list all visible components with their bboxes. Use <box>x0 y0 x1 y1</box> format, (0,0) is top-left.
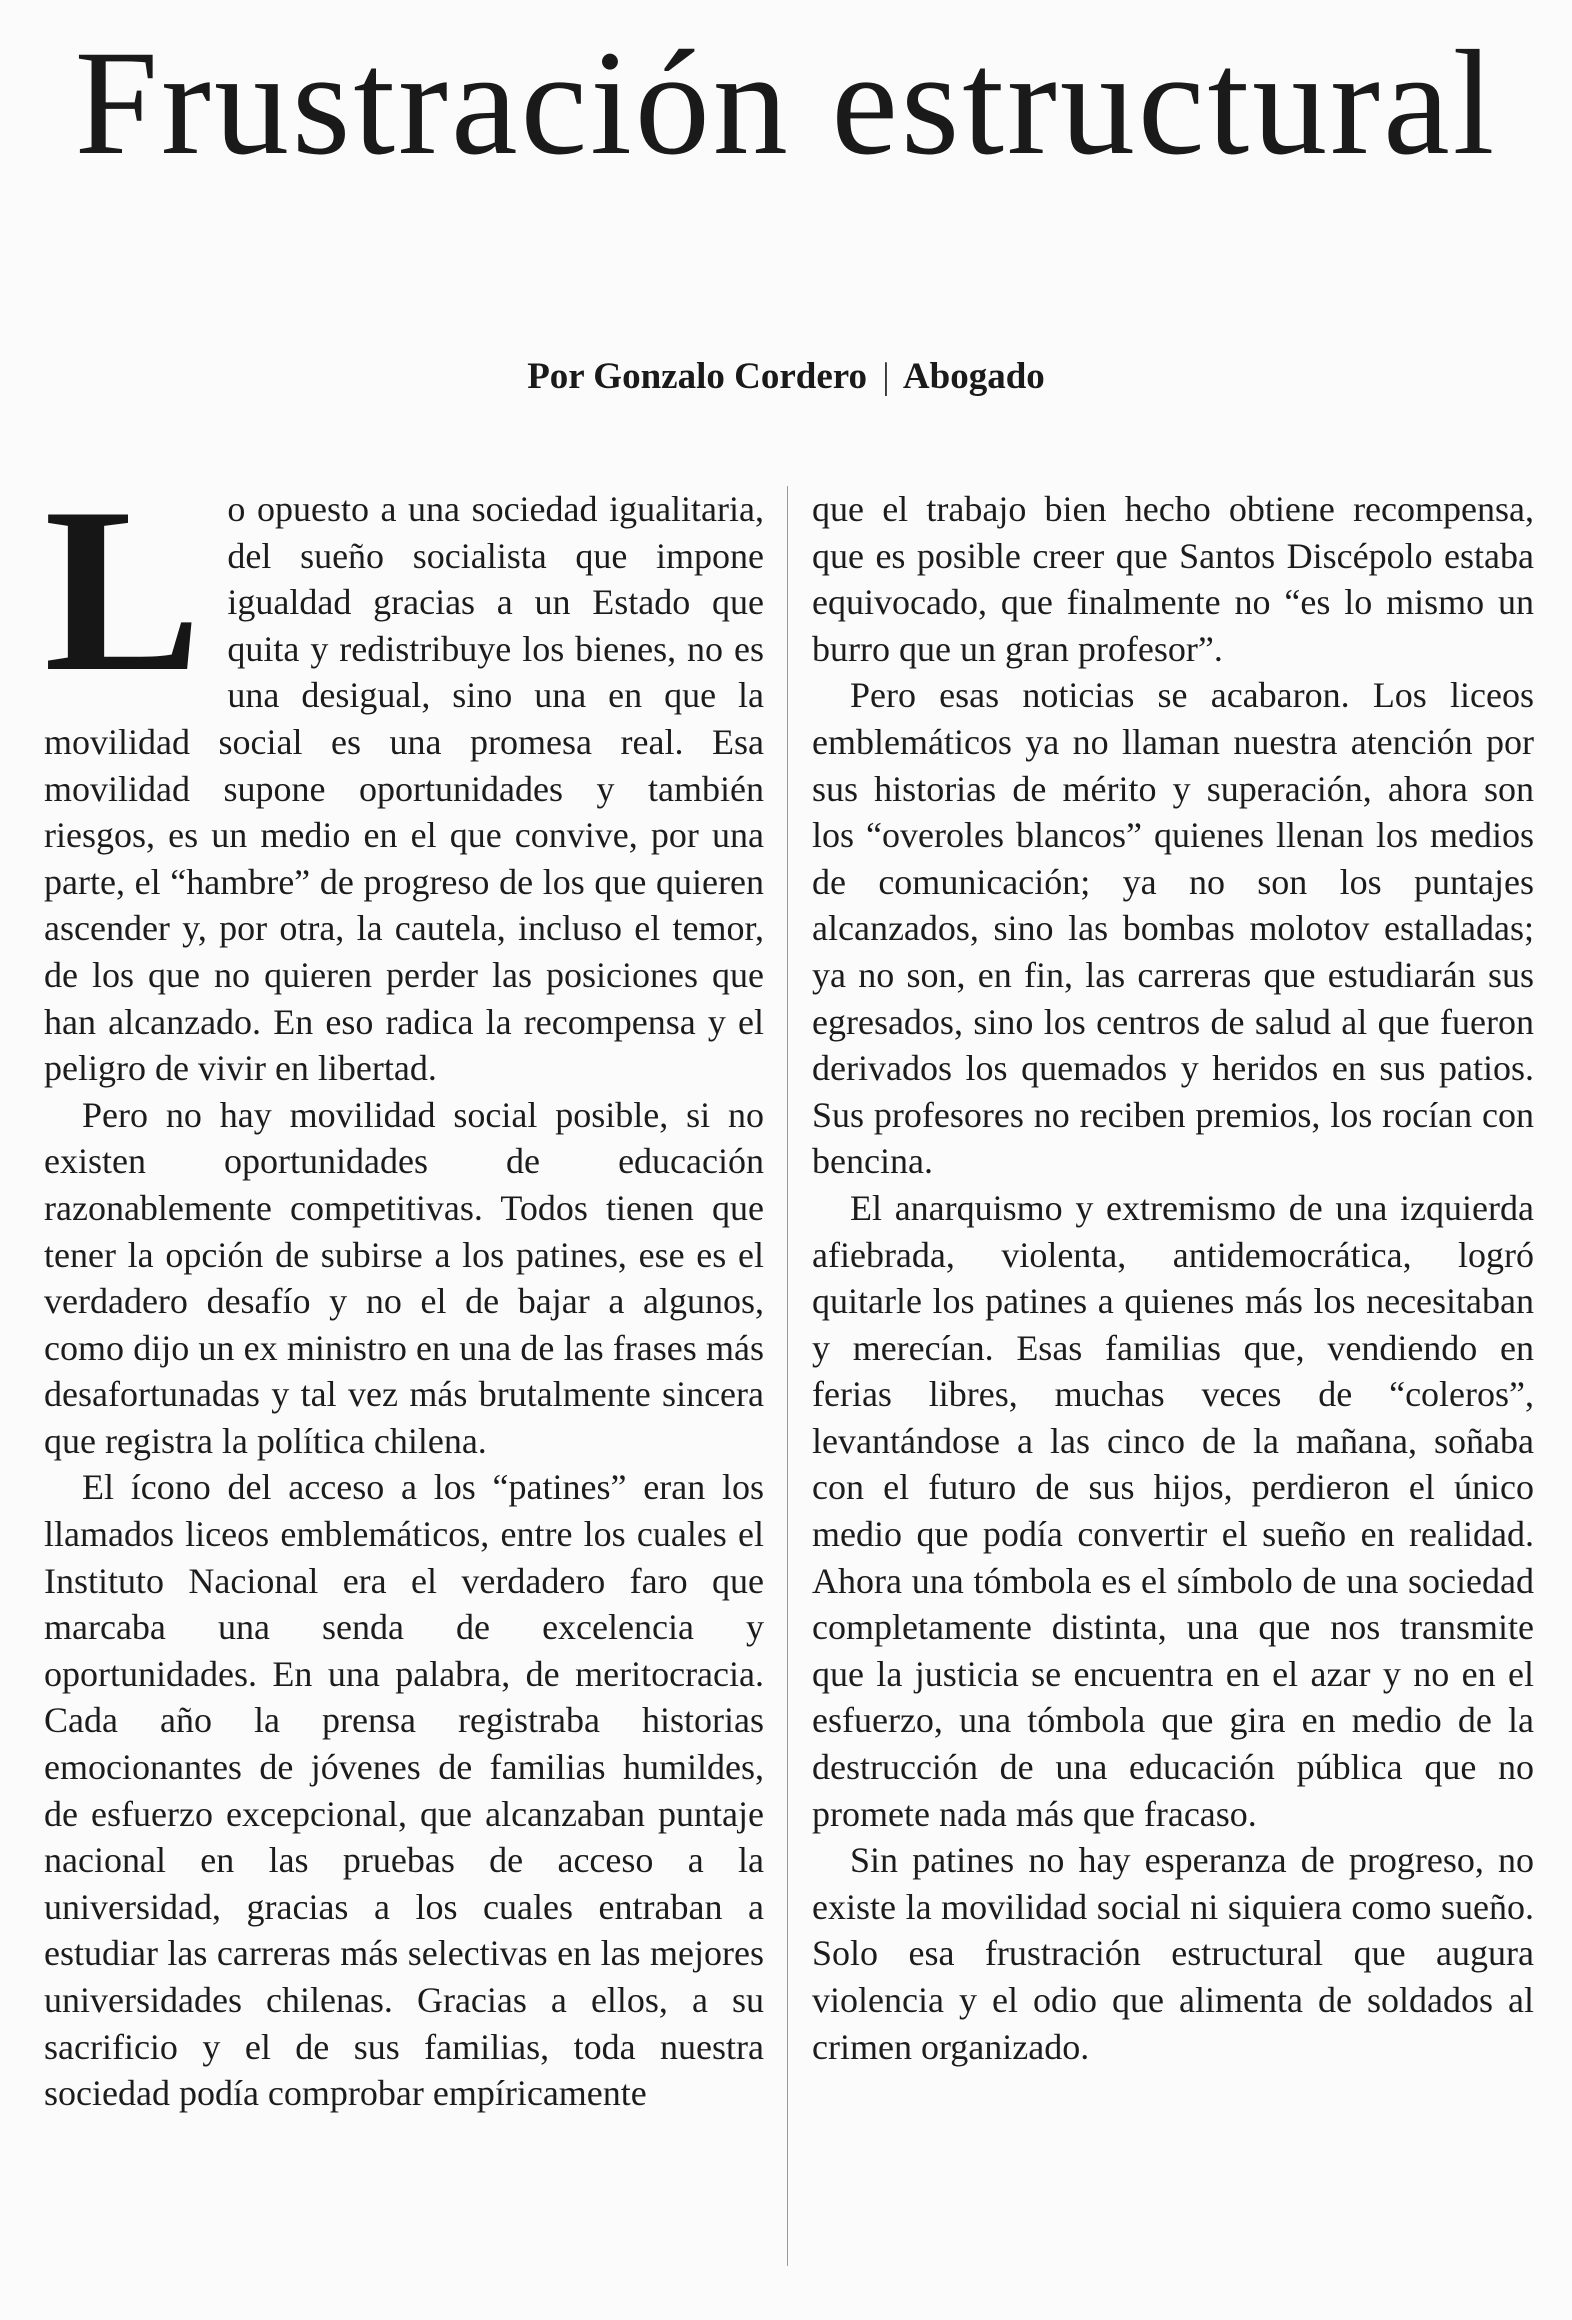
article-paragraph-2: Pero no hay movilidad social posible, si no existen oportunidades de educación razonablemente competitivas. Todos tienen que tener la opción de subirse a los patines, ese es el verdadero desafío y no el de bajar a algunos, como dijo un ex ministro en una de las frases más desafortunadas y tal vez más brutalmente sincera que registra la política chilena. <box>44 1094 764 1461</box>
article-paragraph-6: Sin patines no hay esperanza de progreso, no existe la movilidad social ni siquiera como sueño. Solo esa frustración estructural que augura violencia y el odio que alimenta de soldados al crimen organizado. <box>812 1840 1534 2067</box>
article-column-left <box>44 460 764 2117</box>
article-paragraph-1 <box>44 460 764 1092</box>
column-divider <box>787 486 788 2266</box>
headline: Frustración estructural <box>74 20 1498 186</box>
drop-cap: L <box>44 460 202 721</box>
byline-separator: | <box>882 356 890 397</box>
article-paragraph-3-continued: que el trabajo bien hecho obtiene recompensa, que es posible creer que Santos Discépolo estaba equivocado, que finalmente no “es lo mismo un burro que un gran profesor”. <box>812 489 1534 669</box>
article-paragraph-3: El ícono del acceso a los “patines” eran los llamados liceos emblemáticos, entre los cuales el Instituto Nacional era el verdadero faro que marcaba una senda de excelencia y oportunidades. En una palabra, de meritocracia. Cada año la prensa registraba historias emocionantes de jóvenes de familias humildes, de esfuerzo excepcional, que alcanzaban puntaje nacional en las pruebas de acceso a la universidad, gracias a los cuales entraban a estudiar las carreras más selectivas en las mejores universidades chilenas. Gracias a ellos, a su sacrificio y el de sus familias, toda nuestra sociedad podía comprobar empíricamente <box>44 1467 764 2114</box>
byline <box>0 355 1572 398</box>
article-paragraph-5: El anarquismo y extremismo de una izquierda afiebrada, violenta, antidemocrática, logró quitarle los patines a quienes más los necesitaban y merecían. Esas familias que, vendiendo en ferias libres, muchas veces de “coleros”, levantándose a las cinco de la mañana, soñaba con el futuro de sus hijos, perdieron el único medio que podía convertir el sueño en realidad. Ahora una tómbola es el símbolo de una sociedad completamente distinta, una que nos transmite que la justicia se encuentra en el azar y no en el esfuerzo, una tómbola que gira en medio de la destrucción de una educación pública que no promete nada más que fracaso. <box>812 1187 1534 1834</box>
byline-author: Por Gonzalo Cordero <box>527 356 868 397</box>
byline-role: Abogado <box>902 356 1045 397</box>
article-paragraph-4: Pero esas noticias se acabaron. Los liceos emblemáticos ya no llaman nuestra atención por sus historias de mérito y superación, ahora son los “overoles blancos” quienes llenan los medios de comunicación; ya no son los puntajes alcanzados, sino las bombas molotov estalladas; ya no son, en fin, las carreras que estudiarán sus egresados, sino los centros de salud al que fueron derivados los quemados y heridos en sus patios. Sus profesores no reciben premios, los rocían con bencina. <box>812 675 1534 1182</box>
article-column-right <box>812 486 1534 2070</box>
article-paragraph-1-text: o opuesto a una sociedad igualitaria, del sueño socialista que impone igualdad gracias a un Estado que quita y redistribuye los bienes, no es una desigual, sino una en que la movilidad social es una promesa real. Esa movilidad supone oportunidades y también riesgos, es un medio en el que convive, por una parte, el “hambre” de progreso de los que quieren ascender y, por otra, la cautela, incluso el temor, de los que no quieren perder las posiciones que han alcanzado. En eso radica la recompensa y el peligro de vivir en libertad. <box>44 489 764 1089</box>
